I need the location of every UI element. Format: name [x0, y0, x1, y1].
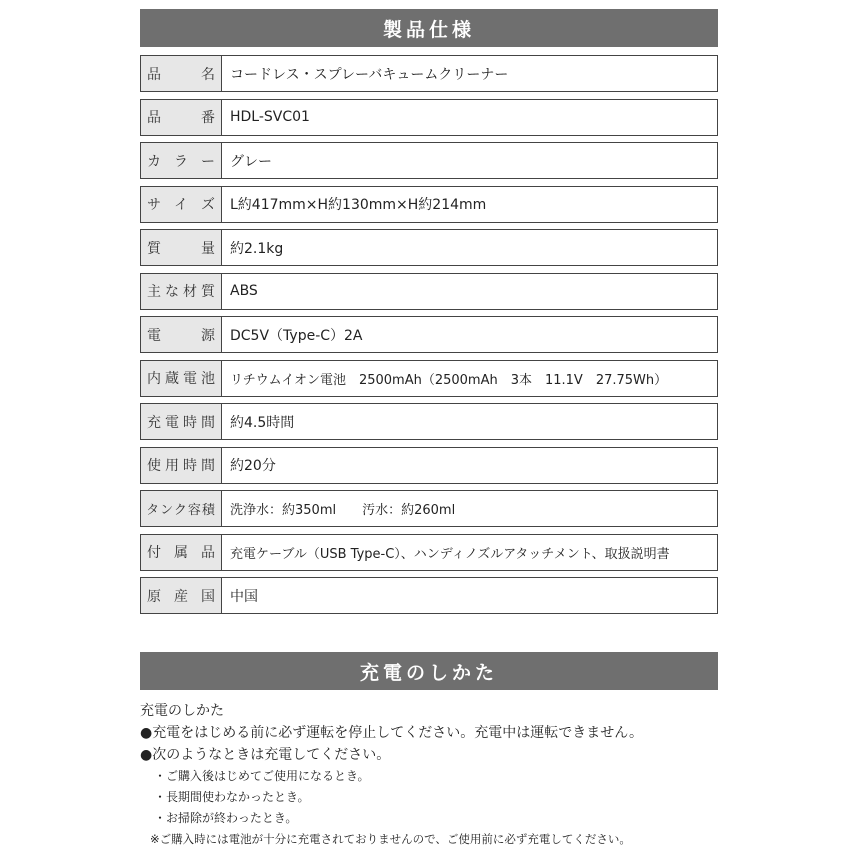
spec-table — [140, 55, 718, 621]
label-char: 質 — [201, 284, 215, 300]
spec-label — [140, 577, 222, 614]
spec-value: 約20分 — [222, 447, 718, 484]
spec-title: 製品仕様 — [382, 18, 475, 41]
spec-row-run-time — [140, 447, 718, 484]
spec-label — [140, 55, 222, 92]
label-char: 品 — [147, 110, 161, 126]
label-char: 品 — [147, 66, 161, 83]
spec-value: リチウムイオン電池 2500mAh（2500mAh 3本 11.1V 27.75Wh） — [222, 360, 718, 397]
spec-row-charge-time — [140, 403, 718, 440]
spec-value: 約2.1kg — [222, 229, 718, 266]
label-char: 源 — [201, 327, 215, 344]
spec-label — [140, 273, 222, 310]
label-char: な — [165, 284, 179, 300]
label-text: タンク容積 — [146, 503, 216, 518]
label-char: 属 — [174, 545, 188, 561]
label-char: 原 — [147, 588, 161, 605]
label-char: 質 — [147, 240, 161, 257]
label-char: 産 — [174, 588, 188, 605]
charging-section-header — [140, 652, 718, 690]
spec-label — [140, 99, 222, 136]
label-char: 蔵 — [165, 371, 179, 387]
charging-note: ※ご購入時には電池が十分に充電されておりませんので、ご使用前に必ず充電してください。 — [150, 832, 631, 846]
spec-value: コードレス・スプレーバキュームクリーナー — [222, 55, 718, 92]
label-char: 間 — [201, 458, 215, 474]
label-char: 用 — [165, 458, 179, 474]
spec-value: 約4.5時間 — [222, 403, 718, 440]
spec-row-material — [140, 273, 718, 310]
spec-label — [140, 316, 222, 353]
spec-label — [140, 229, 222, 266]
spec-value: 充電ケーブル（USB Type-C）、ハンディノズルアタッチメント、取扱説明書 — [222, 534, 718, 571]
label-char: 電 — [183, 371, 197, 387]
spec-value: ABS — [222, 273, 718, 310]
label-char: 時 — [183, 414, 197, 431]
spec-label — [140, 490, 222, 527]
label-char: 量 — [201, 240, 215, 257]
spec-row-power — [140, 316, 718, 353]
spec-label — [140, 360, 222, 397]
label-char: 付 — [147, 545, 161, 561]
spec-row-color — [140, 142, 718, 179]
label-char: ズ — [201, 197, 215, 213]
charging-bullet: ●次のようなときは充電してください。 — [140, 747, 391, 763]
label-char: カ — [147, 153, 161, 170]
spec-label — [140, 447, 222, 484]
spec-label — [140, 403, 222, 440]
spec-value: 洗浄水：約350ml 汚水：約260ml — [222, 490, 718, 527]
spec-label — [140, 186, 222, 223]
label-char: 間 — [201, 414, 215, 431]
charging-heading: 充電のしかた — [140, 703, 224, 719]
spec-row-weight — [140, 229, 718, 266]
label-char: 名 — [201, 66, 215, 83]
label-char: 使 — [147, 458, 161, 474]
spec-row-origin — [140, 577, 718, 614]
label-char: 池 — [201, 371, 215, 387]
label-char: 時 — [183, 458, 197, 474]
label-char: ラ — [174, 153, 188, 170]
spec-value: DC5V（Type-C）2A — [222, 316, 718, 353]
spec-section-header — [140, 9, 718, 47]
spec-value: グレー — [222, 142, 718, 179]
charging-sub-item: ・お掃除が終わったとき。 — [154, 811, 298, 825]
charging-title: 充電のしかた — [359, 661, 498, 684]
label-char: 品 — [201, 545, 215, 561]
label-char: 番 — [201, 110, 215, 126]
spec-label — [140, 534, 222, 571]
spec-row-size — [140, 186, 718, 223]
label-char: 国 — [201, 588, 215, 605]
spec-value: L約417mm×H約130mm×H約214mm — [222, 186, 718, 223]
spec-row-battery — [140, 360, 718, 397]
label-char: ー — [201, 153, 215, 170]
spec-value: 中国 — [222, 577, 718, 614]
spec-value: HDL-SVC01 — [222, 99, 718, 136]
charging-instructions — [140, 700, 740, 849]
charging-sub-item: ・長期間使わなかったとき。 — [154, 790, 310, 804]
label-char: 電 — [165, 414, 179, 431]
label-char: 充 — [147, 414, 161, 431]
spec-label — [140, 142, 222, 179]
label-char: 内 — [147, 371, 161, 387]
spec-row-model-number — [140, 99, 718, 136]
label-char: サ — [147, 197, 161, 213]
charging-bullet: ●充電をはじめる前に必ず運転を停止してください。充電中は運転できません。 — [140, 725, 644, 741]
spec-row-tank-capacity — [140, 490, 718, 527]
label-char: イ — [174, 197, 188, 213]
charging-sub-item: ・ご購入後はじめてご使用になるとき。 — [154, 769, 370, 783]
label-char: 主 — [147, 284, 161, 300]
spec-row-product-name — [140, 55, 718, 92]
spec-row-accessories — [140, 534, 718, 571]
label-char: 材 — [183, 284, 197, 300]
label-char: 電 — [147, 327, 161, 344]
